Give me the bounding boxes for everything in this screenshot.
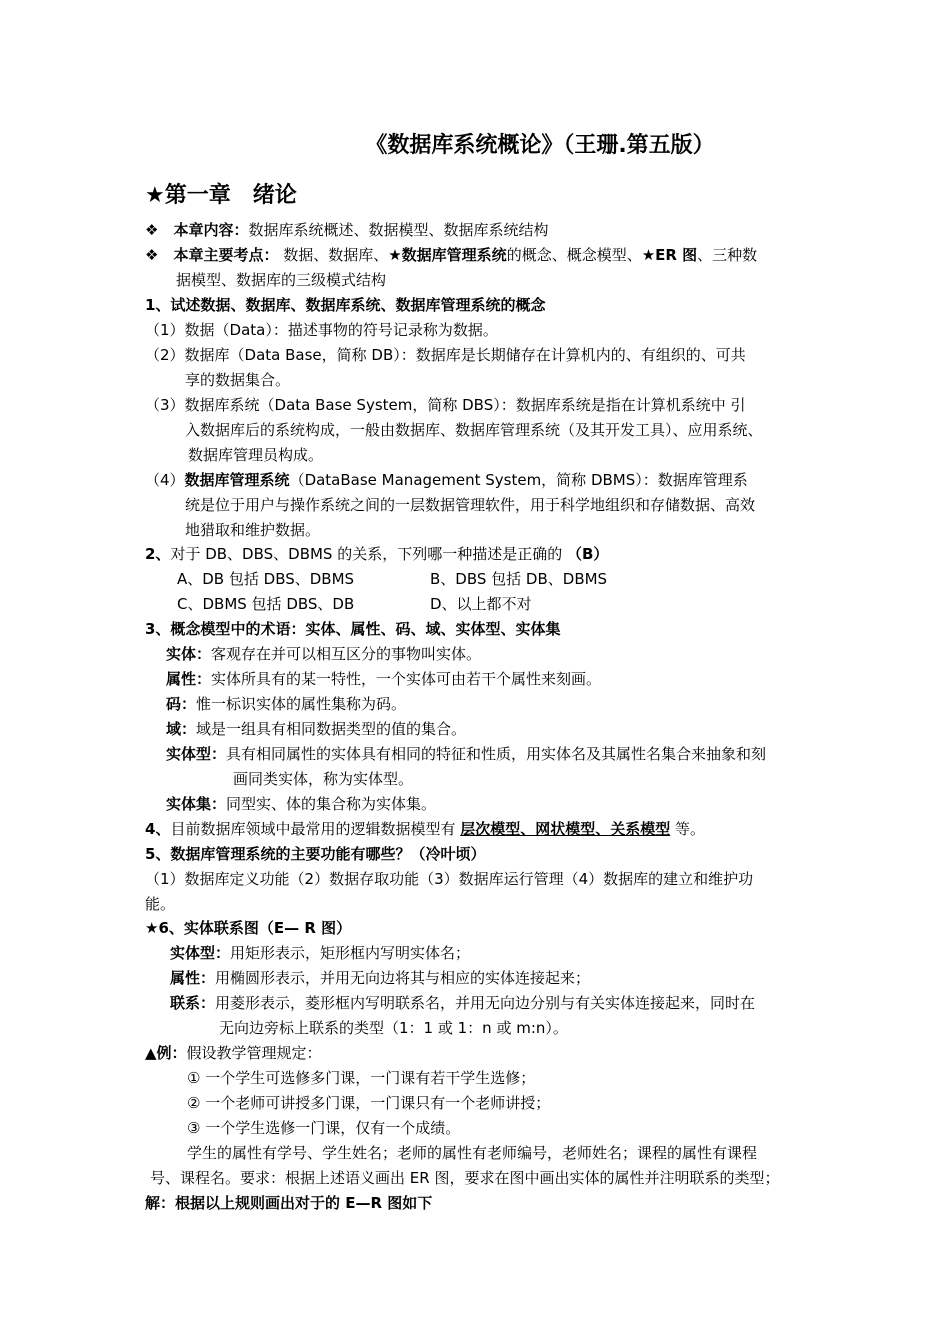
text-line: ❖ 本章主要考点： 数据、数据库、★数据库管理系统的概念、概念模型、★ER 图、三种数 (145, 246, 758, 264)
text-line: （2）数据库（Data Base，简称 DB）：数据库是长期储存在计算机内的、有组织的、可共 (145, 346, 746, 364)
text-line: 据模型、数据库的三级模式结构 (176, 271, 387, 289)
text-line: 3、概念模型中的术语：实体、属性、码、域、实体型、实体集 (145, 620, 561, 638)
text-line: 属性：用椭圆形表示，并用无向边将其与相应的实体连接起来； (170, 969, 591, 987)
text-line: （4）数据库管理系统（DataBase Management System，简称 DBMS）：数据库管理系 (145, 471, 748, 489)
text-line: 实体集：同型实、体的集合称为实体集。 (166, 795, 437, 813)
text-line: 实体型：具有相同属性的实体具有相同的特征和性质，用实体名及其属性名集合来抽象和刻 (166, 745, 767, 763)
text-line: 码：惟一标识实体的属性集称为码。 (166, 695, 407, 713)
text-line: ② 一个老师可讲授多门课，一门课只有一个老师讲授； (187, 1094, 551, 1112)
text-line: ① 一个学生可选修多门课，一门课有若干学生选修； (187, 1069, 536, 1087)
text-line: 享的数据集合。 (185, 371, 291, 389)
text-line: 入数据库后的系统构成，一般由数据库、数据库管理系统（及其开发工具）、应用系统、 (185, 421, 763, 439)
text-line: 地猎取和维护数据。 (185, 521, 321, 539)
text-line: 实体：客观存在并可以相互区分的事物叫实体。 (166, 645, 482, 663)
chapter-heading: ★第一章 绪论 (145, 183, 297, 208)
text-line: ③ 一个学生选修一门课，仅有一个成绩。 (187, 1119, 461, 1137)
text-line: 统是位于用户与操作系统之间的一层数据管理软件，用于科学地组织和存储数据、高效 (185, 496, 756, 514)
text-line: A、DB 包括 DBS、DBMS (177, 570, 355, 588)
text-line: （1）数据（Data）：描述事物的符号记录称为数据。 (145, 321, 498, 339)
text-line: 解：根据以上规则画出对于的 E—R 图如下 (145, 1194, 433, 1212)
text-line: 域：域是一组具有相同数据类型的值的集合。 (166, 720, 467, 738)
text-line: 2、对于 DB、DBS、DBMS 的关系，下列哪一种描述是正确的 （B） (145, 545, 609, 563)
text-line: C、DBMS 包括 DBS、DB (177, 595, 355, 613)
text-line: 属性：实体所具有的某一特性，一个实体可由若干个属性来刻画。 (166, 670, 602, 688)
text-line: （3）数据库系统（Data Base System，简称 DBS）：数据库系统是指在计算机系统中 引 (145, 396, 746, 414)
text-line: 4、目前数据库领域中最常用的逻辑数据模型有 层次模型、网状模型、关系模型 等。 (145, 820, 706, 838)
text-line: 号、课程名。要求：根据上述语义画出 ER 图，要求在图中画出实体的属性并注明联系的类型； (150, 1169, 780, 1187)
text-line: 能。 (145, 895, 176, 913)
text-line: ❖ 本章内容：数据库系统概述、数据模型、数据库系统结构 (145, 221, 549, 239)
text-line: B、DBS 包括 DB、DBMS (430, 570, 608, 588)
text-line: （1）数据库定义功能（2）数据存取功能（3）数据库运行管理（4）数据库的建立和维护功 (145, 870, 754, 888)
text-line: D、以上都不对 (430, 595, 532, 613)
text-line: 数据库管理员构成。 (188, 446, 324, 464)
text-line: 学生的属性有学号、学生姓名；老师的属性有老师编号，老师姓名；课程的属性有课程 (187, 1144, 758, 1162)
text-line: ★6、实体联系图（E— R 图） (145, 919, 352, 937)
document-title: 《数据库系统概论》（王珊.第五版） (365, 133, 715, 158)
text-line: 画同类实体，称为实体型。 (233, 770, 414, 788)
text-line: 联系：用菱形表示，菱形框内写明联系名，并用无向边分别与有关实体连接起来，同时在 (170, 994, 756, 1012)
text-line: 无向边旁标上联系的类型（1：1 或 1：n 或 m:n）。 (219, 1019, 568, 1037)
text-line: ▲例：假设教学管理规定： (145, 1044, 322, 1062)
text-line: 1、试述数据、数据库、数据库系统、数据库管理系统的概念 (145, 296, 546, 314)
text-line: 实体型：用矩形表示，矩形框内写明实体名； (170, 944, 471, 962)
text-line: 5、数据库管理系统的主要功能有哪些？（冷叶顷） (145, 845, 486, 863)
